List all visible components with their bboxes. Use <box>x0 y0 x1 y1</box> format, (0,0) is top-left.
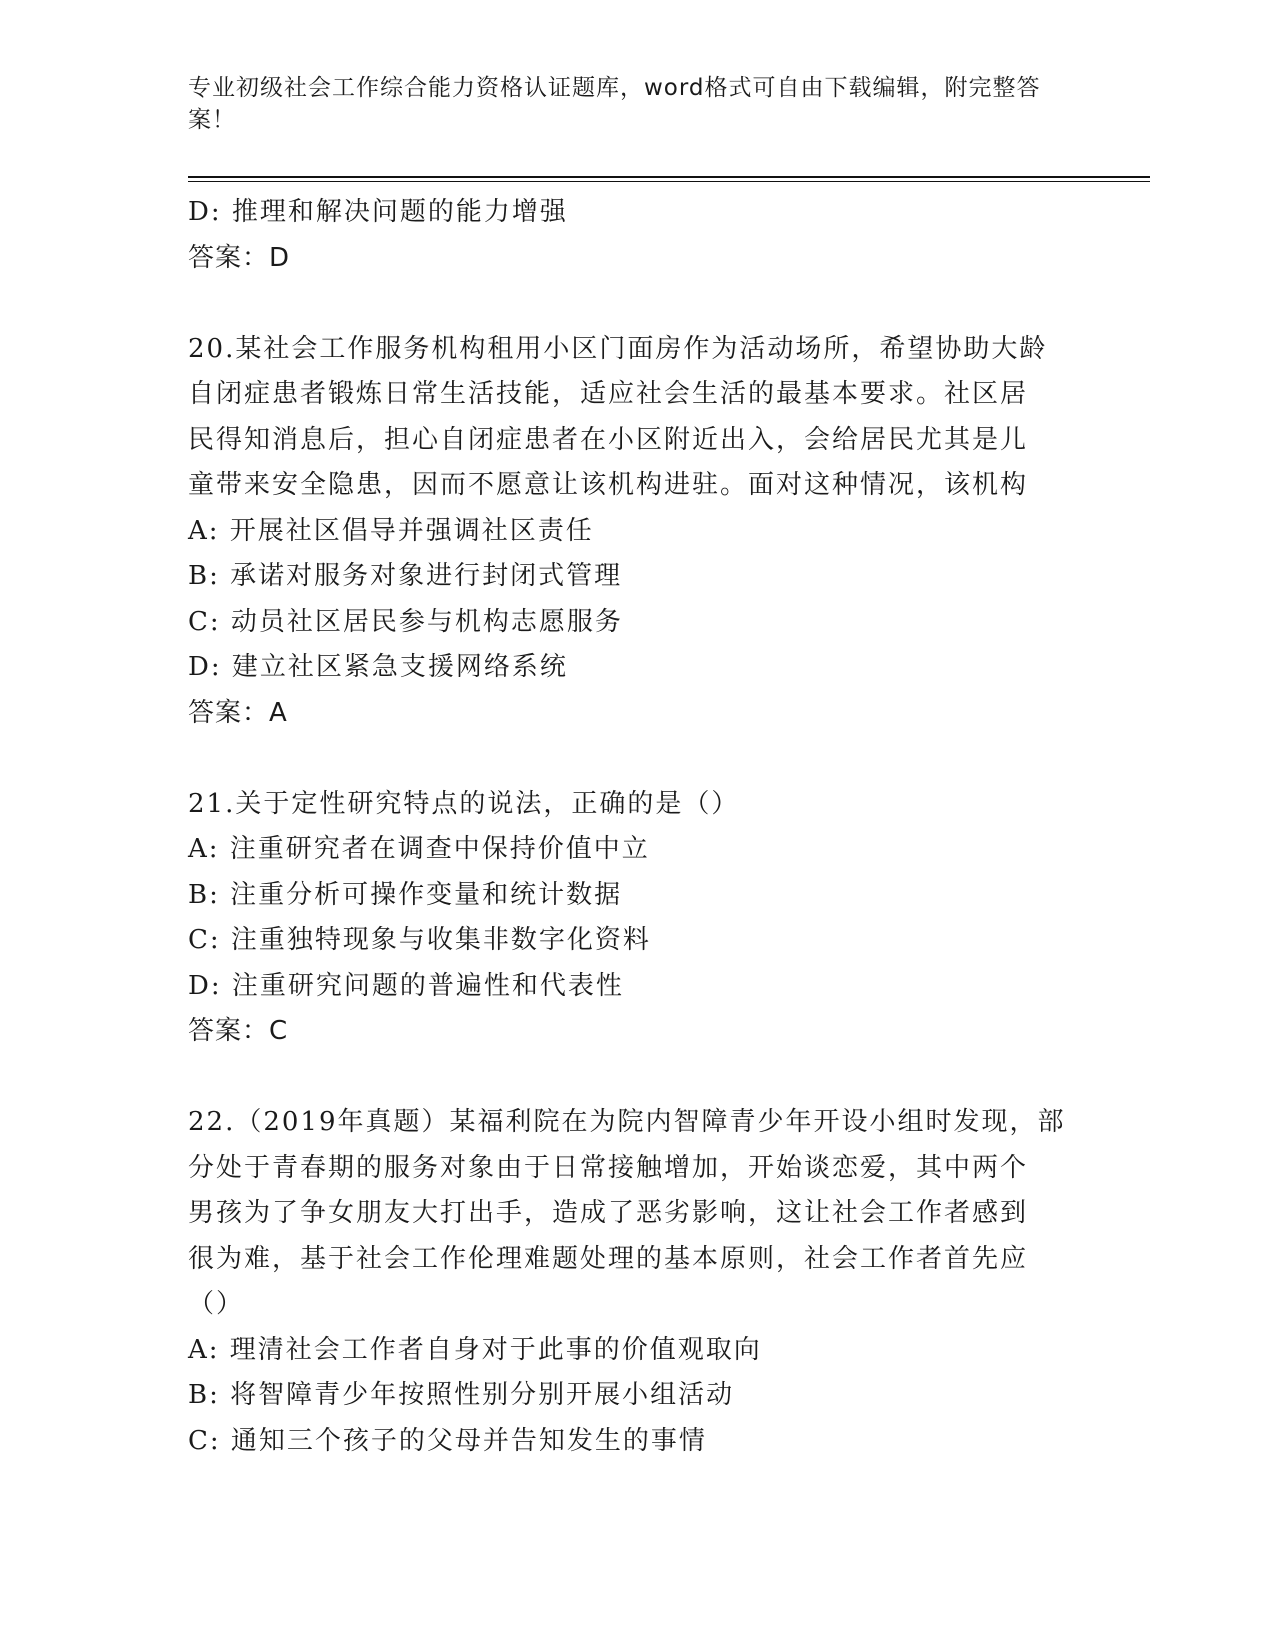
option-b: B: 注重分析可操作变量和统计数据 <box>188 879 623 910</box>
question-stem-line: 20.某社会工作服务机构租用小区门面房作为活动场所，希望协助大龄 <box>188 333 1048 364</box>
question-stem-line: 很为难，基于社会工作伦理难题处理的基本原则，社会工作者首先应 <box>188 1243 1029 1274</box>
answer-line <box>188 1009 1088 1055</box>
spacer <box>188 1055 1088 1101</box>
question-content <box>188 190 1088 1464</box>
question-20 <box>188 327 1088 737</box>
question-stem-line: 分处于青春期的服务对象由于日常接触增加，开始谈恋爱，其中两个 <box>188 1152 1029 1183</box>
page-header <box>188 72 1068 136</box>
answer-label: 答案： <box>188 242 270 273</box>
header-line-2: 案！ <box>188 107 236 133</box>
question-stem-line: 童带来安全隐患，因而不愿意让该机构进驻。面对这种情况，该机构 <box>188 470 1029 500</box>
question-stem-line: 22.（2019年真题）某福利院在为院内智障青少年开设小组时发现，部 <box>188 1107 1066 1137</box>
question-stem-line: 民得知消息后，担心自闭症患者在小区附近出入，会给居民尤其是儿 <box>188 424 1029 455</box>
option-c: C: 通知三个孩子的父母并告知发生的事情 <box>188 1425 707 1456</box>
spacer <box>188 281 1088 327</box>
option-c: C: 注重独特现象与收集非数字化资料 <box>188 925 651 955</box>
answer-label: 答案： <box>188 1016 270 1046</box>
option-a: A: 注重研究者在调查中保持价值中立 <box>188 834 650 864</box>
option-d: D: 注重研究问题的普遍性和代表性 <box>188 970 624 1001</box>
header-line-1: 专业初级社会工作综合能力资格认证题库，word格式可自由下载编辑，附完整答 <box>188 75 1041 101</box>
question-21 <box>188 782 1088 1055</box>
question-22 <box>188 1100 1088 1464</box>
spacer <box>188 736 1088 782</box>
question-19-tail <box>188 190 1088 281</box>
option-b: B: 承诺对服务对象进行封闭式管理 <box>188 561 623 591</box>
answer-line <box>188 236 1088 282</box>
question-stem-line: 21.关于定性研究特点的说法，正确的是（） <box>188 788 740 819</box>
answer-value: D <box>269 242 291 273</box>
question-stem-line: （） <box>188 1289 245 1319</box>
question-stem-line: 男孩为了争女朋友大打出手，造成了恶劣影响，这让社会工作者感到 <box>188 1198 1029 1228</box>
option-c: C: 动员社区居民参与机构志愿服务 <box>188 606 623 637</box>
answer-label: 答案： <box>188 697 270 728</box>
option-b: B: 将智障青少年按照性别分别开展小组活动 <box>188 1380 735 1410</box>
option-d: D: 推理和解决问题的能力增强 <box>188 197 568 227</box>
answer-line <box>188 691 1088 737</box>
answer-value: C <box>269 1016 289 1046</box>
answer-value: A <box>269 697 288 728</box>
option-a: A: 开展社区倡导并强调社区责任 <box>188 515 594 546</box>
header-rule-thick <box>188 176 1150 178</box>
question-stem-line: 自闭症患者锻炼日常生活技能，适应社会生活的最基本要求。社区居 <box>188 379 1029 409</box>
option-a: A: 理清社会工作者自身对于此事的价值观取向 <box>188 1334 762 1365</box>
option-d: D: 建立社区紧急支援网络系统 <box>188 652 568 682</box>
header-rule-thin <box>188 181 1150 182</box>
